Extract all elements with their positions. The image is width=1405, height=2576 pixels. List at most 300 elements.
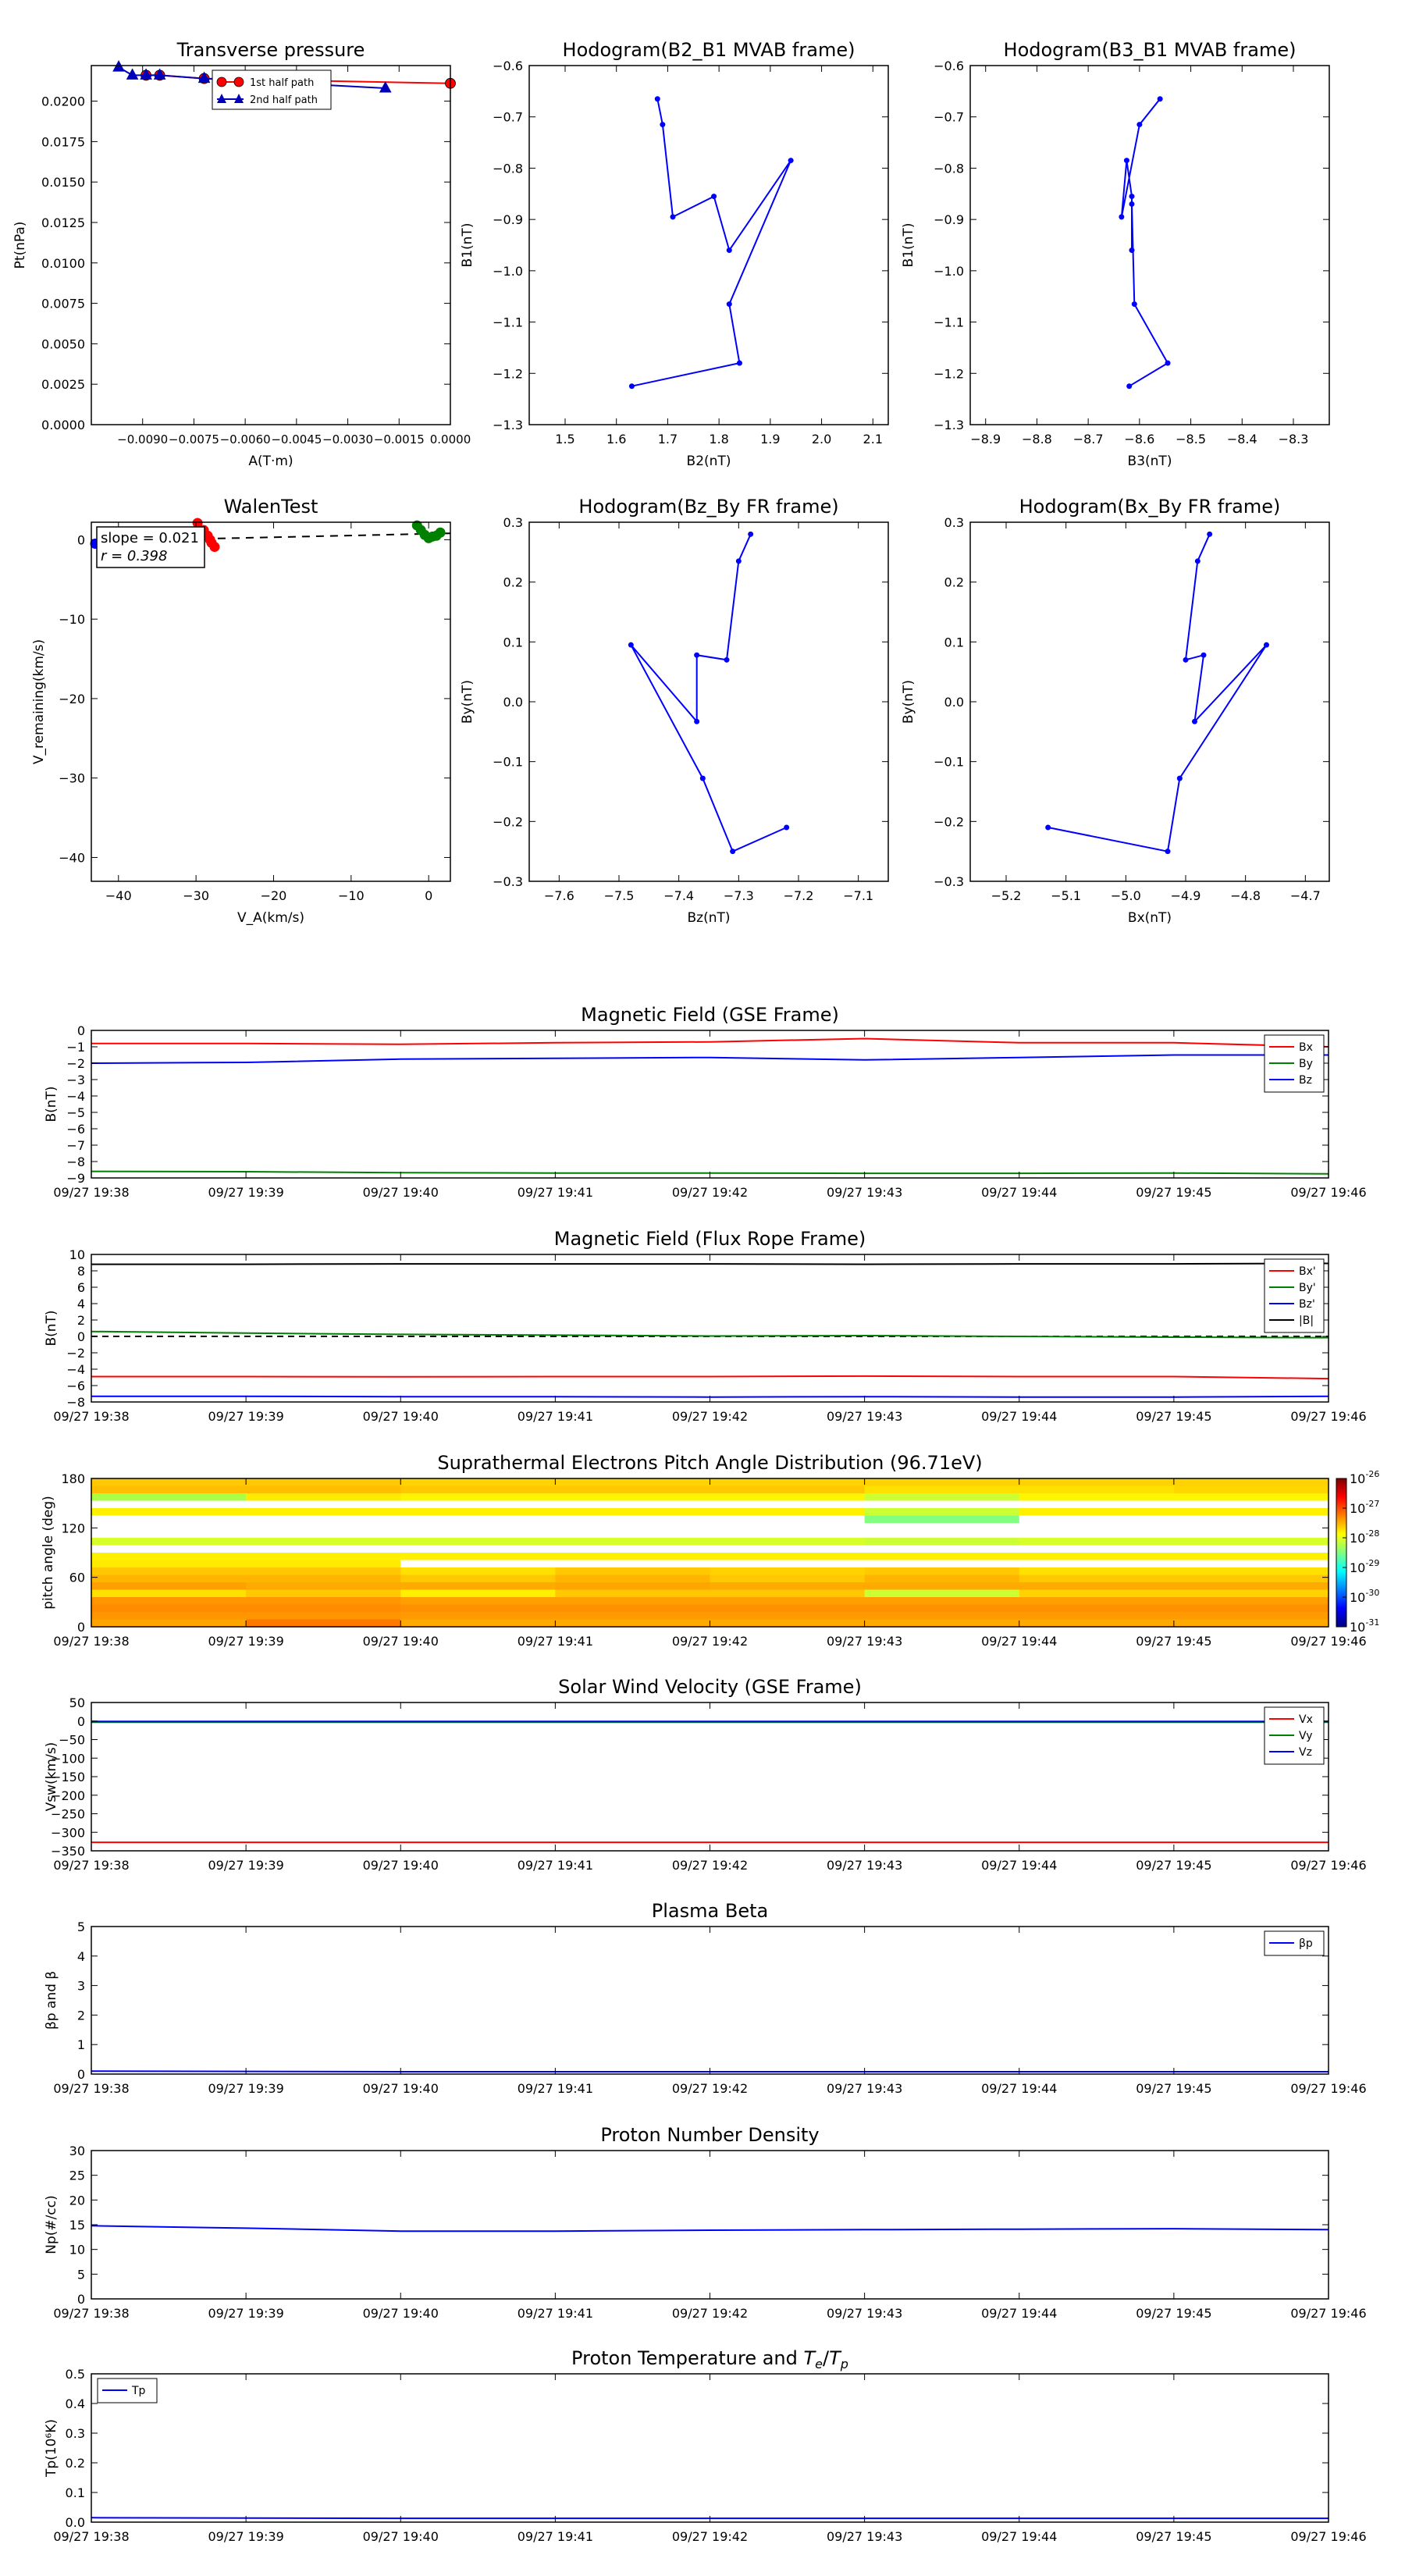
y-tick-label: −5 xyxy=(66,1105,85,1120)
y-tick-label: 0.0150 xyxy=(41,175,85,190)
heatmap-cell xyxy=(865,1531,1020,1539)
y-tick-label: 10 xyxy=(69,1247,85,1262)
y-tick-label: 3 xyxy=(76,1978,85,1994)
chart-title: Proton Number Density xyxy=(600,2124,820,2146)
heatmap-cell xyxy=(400,1597,556,1605)
x-tick-label: 09/27 19:38 xyxy=(53,1634,130,1649)
y-tick-label: −0.2 xyxy=(493,814,523,830)
colorbar-tick-label xyxy=(1350,1499,1379,1516)
y-tick-label: −8 xyxy=(66,1395,85,1410)
y-tick-label: −0.7 xyxy=(493,109,523,125)
x-tick-label: 09/27 19:39 xyxy=(208,1409,284,1424)
heatmap-cell xyxy=(1019,1582,1175,1590)
heatmap-cell xyxy=(246,1493,401,1501)
heatmap-cell xyxy=(555,1590,710,1598)
y-tick-label: 25 xyxy=(69,2168,85,2183)
plot-background xyxy=(91,66,450,425)
x-tick-label: −8.5 xyxy=(1176,432,1207,447)
data-point xyxy=(1129,194,1135,199)
y-tick-label: 20 xyxy=(69,2193,85,2208)
legend-label: Bx' xyxy=(1299,1265,1316,1278)
heatmap-cell xyxy=(91,1612,247,1620)
plot-background xyxy=(91,2374,1329,2522)
chart-title: Solar Wind Velocity (GSE Frame) xyxy=(558,1676,862,1698)
plot-background xyxy=(91,2151,1329,2299)
heatmap-cell xyxy=(91,1538,247,1546)
x-tick-label: 09/27 19:39 xyxy=(208,2529,284,2544)
heatmap-cell xyxy=(1174,1560,1329,1568)
plot-background xyxy=(970,66,1329,425)
x-tick-label: 1.8 xyxy=(709,432,729,447)
heatmap-cell xyxy=(1174,1575,1329,1583)
x-tick-label: 09/27 19:39 xyxy=(208,2081,284,2096)
y-tick-label: 0.0000 xyxy=(41,418,85,432)
data-point xyxy=(1132,301,1137,307)
colorbar-tick-exponent: -31 xyxy=(1365,1617,1380,1628)
heatmap-cell xyxy=(710,1478,866,1486)
colorbar-tick-label xyxy=(1350,1558,1379,1575)
x-tick-label: 2.1 xyxy=(863,432,884,447)
y-tick-label: −10 xyxy=(59,612,85,628)
heatmap-cell xyxy=(710,1582,866,1590)
panel-mffr xyxy=(44,1228,1367,1424)
heatmap-cell xyxy=(246,1508,401,1516)
data-point xyxy=(629,383,635,389)
y-tick-label: 15 xyxy=(69,2218,85,2233)
y-tick-label: 10 xyxy=(69,2242,85,2258)
y-tick-label: 0 xyxy=(76,2067,85,2082)
heatmap-cell xyxy=(400,1531,556,1539)
y-tick-label: −3 xyxy=(66,1073,85,1087)
heatmap-cell xyxy=(710,1546,866,1553)
x-axis-label: B3(nT) xyxy=(1127,454,1172,469)
heatmap-cell xyxy=(555,1546,710,1553)
data-point xyxy=(700,776,706,781)
heatmap-cell xyxy=(91,1546,247,1553)
heatmap-cell xyxy=(555,1567,710,1575)
x-tick-label: 09/27 19:43 xyxy=(826,1634,903,1649)
heatmap-cell xyxy=(1174,1508,1329,1516)
heatmap-cell xyxy=(710,1590,866,1598)
y-axis-label: By(nT) xyxy=(901,679,916,724)
annotation-text: slope = 0.021 xyxy=(101,530,199,546)
x-tick-label: 09/27 19:39 xyxy=(208,2306,284,2321)
y-tick-label: −1.0 xyxy=(934,263,964,279)
colorbar-tick-base: 10 xyxy=(1350,1471,1366,1486)
y-tick-label: 60 xyxy=(69,1570,85,1585)
colorbar-tick-label xyxy=(1350,1528,1379,1546)
chart-title: Magnetic Field (GSE Frame) xyxy=(581,1004,839,1026)
colorbar-tick-exponent: -27 xyxy=(1365,1499,1380,1509)
heatmap-cell xyxy=(1019,1605,1175,1613)
y-tick-label: 0 xyxy=(76,1713,85,1729)
data-point xyxy=(1177,776,1183,781)
plot-background xyxy=(529,522,888,881)
y-axis-label: Vsw(km/s) xyxy=(44,1742,59,1812)
x-tick-label: −7.2 xyxy=(783,888,814,903)
x-tick-label: 09/27 19:39 xyxy=(208,1185,284,1200)
x-tick-label: 09/27 19:41 xyxy=(517,2081,594,2096)
legend-label: Tp xyxy=(132,2385,146,2397)
colorbar-tick-exponent: -29 xyxy=(1365,1558,1380,1568)
x-tick-label: 09/27 19:38 xyxy=(53,1409,130,1424)
heatmap-cell xyxy=(710,1620,866,1628)
plot-background xyxy=(91,1254,1329,1402)
y-tick-label: −9 xyxy=(66,1171,85,1186)
x-tick-label: −5.2 xyxy=(991,888,1022,903)
x-tick-label: −0.0090 xyxy=(117,432,169,447)
colorbar-tick-exponent: -30 xyxy=(1365,1588,1380,1598)
y-axis-label: B(nT) xyxy=(44,1086,59,1123)
colorbar-tick-base: 10 xyxy=(1350,1531,1366,1546)
heatmap-cell xyxy=(91,1531,247,1539)
y-tick-label: 0.5 xyxy=(65,2367,85,2382)
heatmap-cell xyxy=(710,1560,866,1568)
y-tick-label: −1.3 xyxy=(493,418,523,432)
y-tick-label: 0.1 xyxy=(65,2485,85,2500)
heatmap-cell xyxy=(400,1493,556,1501)
heatmap-cell xyxy=(400,1575,556,1583)
x-tick-label: 0.0000 xyxy=(429,432,471,447)
heatmap-cell xyxy=(246,1560,401,1568)
x-tick-label: 09/27 19:46 xyxy=(1290,1858,1367,1873)
x-axis-label: A(T·m) xyxy=(248,454,293,469)
colorbar-tick-label xyxy=(1350,1617,1379,1635)
y-tick-label: −40 xyxy=(59,850,85,866)
colorbar-tick-exponent: -28 xyxy=(1365,1528,1380,1539)
data-point xyxy=(788,158,794,163)
data-point xyxy=(1158,96,1163,101)
y-tick-label: −1.2 xyxy=(493,366,523,382)
chart-title: Hodogram(Bz_By FR frame) xyxy=(578,496,839,518)
annotation-text: r = 0.398 xyxy=(101,548,168,564)
y-tick-label: 0.0025 xyxy=(41,377,85,393)
heatmap-cell xyxy=(91,1582,247,1590)
data-point xyxy=(628,642,634,648)
y-axis-label: B1(nT) xyxy=(460,222,475,268)
data-point xyxy=(730,849,735,854)
heatmap-cell xyxy=(246,1531,401,1539)
heatmap-cell xyxy=(1174,1546,1329,1553)
y-axis-label: pitch angle (deg) xyxy=(41,1496,56,1610)
x-axis-label: B2(nT) xyxy=(686,454,731,469)
legend-label: Vz xyxy=(1299,1746,1312,1759)
y-tick-label: −7 xyxy=(66,1138,85,1153)
heatmap-cell xyxy=(1174,1605,1329,1613)
heatmap-cell xyxy=(710,1553,866,1560)
x-tick-label: 09/27 19:39 xyxy=(208,1858,284,1873)
y-tick-label: 0.2 xyxy=(65,2456,85,2471)
chart-title: Hodogram(Bx_By FR frame) xyxy=(1019,496,1281,518)
y-tick-label: 0.0 xyxy=(944,695,964,710)
y-tick-label: −4 xyxy=(66,1089,85,1104)
data-point xyxy=(1045,825,1051,831)
y-tick-label: −0.8 xyxy=(493,161,523,176)
heatmap-cell xyxy=(400,1523,556,1531)
heatmap-cell xyxy=(400,1508,556,1516)
heatmap-cell xyxy=(246,1620,401,1628)
heatmap-cell xyxy=(1174,1493,1329,1501)
y-tick-label: −0.1 xyxy=(493,754,523,770)
panel-vsw xyxy=(44,1676,1367,1873)
data-point xyxy=(655,96,660,101)
legend-label: By' xyxy=(1299,1282,1316,1294)
y-tick-label: 5 xyxy=(76,1920,85,1934)
heatmap-cell xyxy=(865,1501,1020,1509)
data-point xyxy=(210,543,219,552)
y-tick-label: −0.2 xyxy=(934,814,964,830)
x-tick-label: 09/27 19:40 xyxy=(362,1185,439,1200)
data-point xyxy=(737,361,742,366)
heatmap-cell xyxy=(91,1523,247,1531)
heatmap-cell xyxy=(91,1590,247,1598)
heatmap-cell xyxy=(246,1486,401,1494)
data-point xyxy=(748,532,753,537)
y-tick-label: 0.0175 xyxy=(41,134,85,150)
x-tick-label: −0.0030 xyxy=(322,432,374,447)
x-tick-label: −0.0045 xyxy=(271,432,322,447)
colorbar-tick-base: 10 xyxy=(1350,1590,1366,1605)
heatmap-cell xyxy=(400,1546,556,1553)
heatmap-cell xyxy=(246,1605,401,1613)
y-tick-label: 0 xyxy=(76,1620,85,1635)
y-tick-label: 0.1 xyxy=(944,635,964,650)
legend-label: Bz' xyxy=(1299,1298,1315,1311)
x-tick-label: −8.6 xyxy=(1124,432,1155,447)
y-tick-label: 0.2 xyxy=(503,575,523,590)
x-tick-label: 09/27 19:46 xyxy=(1290,1409,1367,1424)
heatmap-cell xyxy=(710,1567,866,1575)
heatmap-cell xyxy=(246,1567,401,1575)
data-point xyxy=(670,214,676,219)
x-tick-label: 09/27 19:41 xyxy=(517,1185,594,1200)
heatmap-cell xyxy=(710,1493,866,1501)
legend-label: Vy xyxy=(1299,1730,1313,1742)
y-tick-label: 5 xyxy=(76,2267,85,2282)
x-tick-label: −7.6 xyxy=(543,888,574,903)
heatmap-cell xyxy=(865,1597,1020,1605)
y-tick-label: 0.0 xyxy=(65,2515,85,2530)
x-tick-label: 1.9 xyxy=(760,432,781,447)
y-tick-label: −0.8 xyxy=(934,161,964,176)
heatmap-cell xyxy=(710,1523,866,1531)
legend-marker xyxy=(217,77,226,87)
y-tick-label: 0.4 xyxy=(65,2396,85,2411)
x-tick-label: 09/27 19:44 xyxy=(981,1634,1058,1649)
heatmap-cell xyxy=(865,1546,1020,1553)
heatmap-cell xyxy=(246,1523,401,1531)
heatmap-cell xyxy=(555,1478,710,1486)
heatmap-cell xyxy=(865,1478,1020,1486)
x-tick-label: 09/27 19:46 xyxy=(1290,1634,1367,1649)
colorbar-tick-base: 10 xyxy=(1350,1560,1366,1575)
y-tick-label: −150 xyxy=(51,1770,85,1784)
y-tick-label: −0.3 xyxy=(493,874,523,889)
heatmap-cell xyxy=(865,1508,1020,1516)
heatmap-cell xyxy=(246,1575,401,1583)
heatmap-cell xyxy=(710,1501,866,1509)
x-axis-label: V_A(km/s) xyxy=(237,910,305,926)
series-line xyxy=(91,1264,1329,1265)
y-tick-label: −8 xyxy=(66,1155,85,1169)
y-tick-label: 120 xyxy=(61,1521,85,1536)
y-tick-label: 0.0 xyxy=(503,695,523,710)
colorbar-tick-label xyxy=(1350,1588,1379,1605)
panel-pad xyxy=(41,1452,1379,1649)
panel-h3 xyxy=(460,496,888,926)
heatmap-cell xyxy=(91,1516,247,1524)
y-tick-label: 2 xyxy=(76,2008,85,2023)
y-tick-label: −4 xyxy=(66,1362,85,1377)
x-tick-label: 09/27 19:41 xyxy=(517,2306,594,2321)
heatmap-cell xyxy=(400,1553,556,1560)
plot-background xyxy=(91,1030,1329,1178)
y-tick-label: −250 xyxy=(51,1806,85,1822)
heatmap-cell xyxy=(400,1538,556,1546)
x-tick-label: 09/27 19:45 xyxy=(1136,1185,1212,1200)
x-tick-label: 09/27 19:45 xyxy=(1136,1858,1212,1873)
y-tick-label: 0.1 xyxy=(503,635,523,650)
heatmap-cell xyxy=(710,1486,866,1494)
x-tick-label: −8.9 xyxy=(970,432,1001,447)
x-tick-label: −8.3 xyxy=(1278,432,1309,447)
heatmap-cell xyxy=(1019,1493,1175,1501)
data-point xyxy=(727,247,732,253)
panel-tpp xyxy=(44,2347,1367,2544)
x-tick-label: −0.0075 xyxy=(168,432,219,447)
heatmap-cell xyxy=(710,1605,866,1613)
x-tick-label: 09/27 19:40 xyxy=(362,2529,439,2544)
heatmap-cell xyxy=(246,1538,401,1546)
title-part: / xyxy=(823,2347,830,2369)
x-tick-label: 09/27 19:43 xyxy=(826,1185,903,1200)
x-tick-label: −40 xyxy=(105,888,132,903)
y-tick-label: −0.6 xyxy=(493,59,523,73)
heatmap-cell xyxy=(1174,1553,1329,1560)
x-tick-label: 09/27 19:45 xyxy=(1136,2306,1212,2321)
x-tick-label: 09/27 19:44 xyxy=(981,1185,1058,1200)
x-tick-label: 1.6 xyxy=(606,432,627,447)
data-point xyxy=(724,657,730,663)
heatmap-cell xyxy=(865,1486,1020,1494)
x-tick-label: 09/27 19:43 xyxy=(826,1409,903,1424)
chart-title: Suprathermal Electrons Pitch Angle Distribution (96.71eV) xyxy=(437,1452,983,1474)
heatmap-cell xyxy=(91,1605,247,1613)
legend-label: By xyxy=(1299,1058,1313,1070)
x-tick-label: 09/27 19:42 xyxy=(671,2529,749,2544)
y-tick-label: 0.0075 xyxy=(41,296,85,311)
heatmap-cell xyxy=(91,1560,247,1568)
x-tick-label: −5.1 xyxy=(1051,888,1082,903)
plot-background xyxy=(970,522,1329,881)
data-point xyxy=(1195,558,1200,564)
heatmap-cell xyxy=(710,1612,866,1620)
y-tick-label: 0.2 xyxy=(944,575,964,590)
x-tick-label: 09/27 19:42 xyxy=(671,1409,749,1424)
y-tick-label: 0.0200 xyxy=(41,94,85,109)
data-point xyxy=(1201,653,1207,658)
x-tick-label: −10 xyxy=(337,888,365,903)
data-point xyxy=(784,825,789,831)
panel-h4 xyxy=(901,496,1329,926)
x-tick-label: 09/27 19:38 xyxy=(53,1185,130,1200)
x-tick-label: −30 xyxy=(183,888,210,903)
y-tick-label: 0.3 xyxy=(944,515,964,530)
y-tick-label: 180 xyxy=(61,1471,85,1486)
data-point xyxy=(736,558,742,564)
heatmap-cell xyxy=(555,1620,710,1628)
heatmap-cell xyxy=(1019,1486,1175,1494)
y-tick-label: −30 xyxy=(59,770,85,786)
legend-marker xyxy=(234,77,244,87)
y-tick-label: 1 xyxy=(76,2037,85,2053)
heatmap-cell xyxy=(1019,1501,1175,1509)
heatmap-cell xyxy=(1174,1612,1329,1620)
y-tick-label: 0 xyxy=(76,1329,85,1344)
colorbar-tick-base: 10 xyxy=(1350,1501,1366,1516)
heatmap-cell xyxy=(1174,1582,1329,1590)
plot-background xyxy=(529,66,888,425)
colorbar xyxy=(1336,1478,1346,1627)
x-tick-label: 09/27 19:38 xyxy=(53,1858,130,1873)
heatmap-cell xyxy=(400,1501,556,1509)
heatmap-cell xyxy=(400,1567,556,1575)
heatmap-cell xyxy=(865,1560,1020,1568)
x-tick-label: 09/27 19:46 xyxy=(1290,2529,1367,2544)
heatmap-cell xyxy=(710,1508,866,1516)
heatmap-cell xyxy=(1019,1478,1175,1486)
data-point xyxy=(660,122,665,127)
y-tick-label: 0.3 xyxy=(65,2426,85,2441)
heatmap-cell xyxy=(91,1478,247,1486)
x-tick-label: −4.9 xyxy=(1170,888,1201,903)
colorbar-tick-base: 10 xyxy=(1350,1620,1366,1635)
data-point xyxy=(1129,201,1135,207)
y-tick-label: 8 xyxy=(76,1264,85,1279)
heatmap-cell xyxy=(1174,1567,1329,1575)
y-axis-label: Pt(nPa) xyxy=(12,221,28,269)
data-point xyxy=(727,301,732,307)
y-tick-label: 0.0050 xyxy=(41,336,85,352)
heatmap-cell xyxy=(1019,1531,1175,1539)
data-point xyxy=(1136,122,1142,127)
panel-mfgse xyxy=(44,1004,1367,1200)
heatmap-cell xyxy=(865,1523,1020,1531)
heatmap-cell xyxy=(246,1590,401,1598)
x-tick-label: 09/27 19:38 xyxy=(53,2529,130,2544)
data-point xyxy=(711,194,717,199)
heatmap-cell xyxy=(555,1516,710,1524)
y-tick-label: −200 xyxy=(51,1788,85,1803)
data-point xyxy=(1129,247,1135,253)
heatmap-cell xyxy=(400,1560,556,1568)
x-tick-label: 09/27 19:42 xyxy=(671,1634,749,1649)
heatmap-cell xyxy=(91,1620,247,1628)
y-tick-label: −1.2 xyxy=(934,366,964,382)
y-tick-label: 0.0100 xyxy=(41,255,85,271)
y-tick-label: 0.3 xyxy=(503,515,523,530)
heatmap-cell xyxy=(246,1553,401,1560)
title-part: p xyxy=(840,2357,848,2371)
x-tick-label: 09/27 19:43 xyxy=(826,2306,903,2321)
chart-title: Hodogram(B2_B1 MVAB frame) xyxy=(562,39,855,61)
heatmap-cell xyxy=(1174,1620,1329,1628)
data-point xyxy=(694,719,699,724)
y-tick-label: −0.1 xyxy=(934,754,964,770)
x-tick-label: 09/27 19:46 xyxy=(1290,2081,1367,2096)
y-axis-label: βp and β xyxy=(44,1970,59,2030)
colorbar-tick-exponent: -26 xyxy=(1365,1469,1380,1479)
